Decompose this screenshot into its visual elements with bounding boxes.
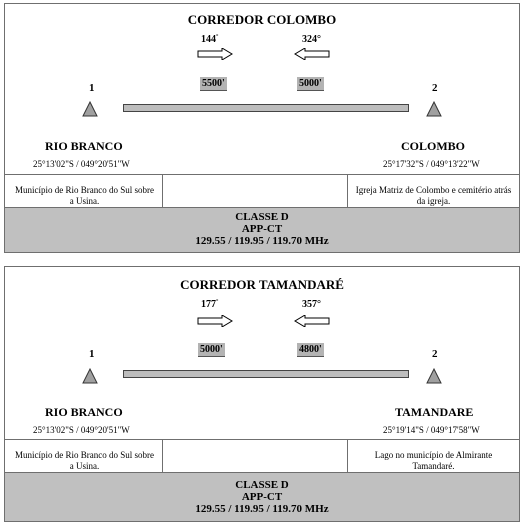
description-row	[5, 174, 519, 209]
corridor-card-tamandare	[4, 266, 520, 522]
point-1-number: 1	[89, 82, 95, 94]
corridor-title: CORREDOR TAMANDARÉ	[180, 277, 344, 292]
heading-right: 324°	[302, 34, 321, 45]
frequency-footer	[5, 472, 519, 521]
right-arrow-icon	[197, 48, 233, 60]
divider	[162, 175, 163, 209]
frequency-footer	[5, 207, 519, 252]
left-arrow-icon	[294, 48, 330, 60]
altitude-right: 4800'	[299, 344, 322, 355]
corridor-title: CORREDOR COLOMBO	[187, 12, 337, 27]
left-arrow-icon	[294, 315, 330, 327]
control-unit: APP-CT	[241, 223, 283, 235]
heading-left: 177°	[201, 299, 219, 310]
corridor-line	[123, 370, 409, 378]
point-2-triangle-icon	[426, 368, 442, 384]
left-point-name: RIO BRANCO	[45, 139, 123, 153]
point-1-number: 1	[89, 348, 95, 360]
airspace-class: CLASSE D	[235, 211, 289, 223]
point-1-triangle-icon	[82, 368, 98, 384]
point-2-number: 2	[432, 348, 438, 360]
left-point-coord: 25°13'02"S / 049°20'51"W	[33, 425, 130, 435]
point-2-triangle-icon	[426, 101, 442, 117]
frequencies: 129.55 / 119.95 / 119.70 MHz	[195, 235, 329, 247]
altitude-left: 5500'	[202, 78, 225, 89]
description-row	[5, 439, 519, 474]
right-point-coord: 25°19'14"S / 049°17'58"W	[383, 425, 480, 435]
right-arrow-icon	[197, 315, 233, 327]
airspace-class: CLASSE D	[235, 479, 289, 491]
altitude-right: 5000'	[299, 78, 322, 89]
corridor-card-colombo	[4, 3, 520, 253]
point-1-triangle-icon	[82, 101, 98, 117]
altitude-left: 5000'	[200, 344, 223, 355]
right-description: Igreja Matriz de Colombo e cemitério atrás da igreja.	[355, 185, 512, 206]
right-point-coord: 25°17'32"S / 049°13'22"W	[383, 159, 480, 169]
left-point-name: RIO BRANCO	[45, 405, 123, 419]
heading-left: 144°	[201, 34, 219, 45]
left-point-coord: 25°13'02"S / 049°20'51"W	[33, 159, 130, 169]
right-point-name: COLOMBO	[401, 139, 466, 153]
heading-right: 357°	[302, 299, 321, 310]
control-unit: APP-CT	[241, 491, 283, 503]
divider	[162, 440, 163, 474]
frequencies: 129.55 / 119.95 / 119.70 MHz	[195, 503, 329, 515]
right-description: Lago no município de Almirante Tamandaré.	[374, 450, 493, 471]
right-point-name: TAMANDARE	[395, 405, 474, 419]
left-description: Município de Rio Branco do Sul sobre a Usina.	[15, 450, 154, 471]
corridor-line	[123, 104, 409, 112]
point-2-number: 2	[432, 82, 438, 94]
left-description: Município de Rio Branco do Sul sobre a Usina.	[15, 185, 154, 206]
